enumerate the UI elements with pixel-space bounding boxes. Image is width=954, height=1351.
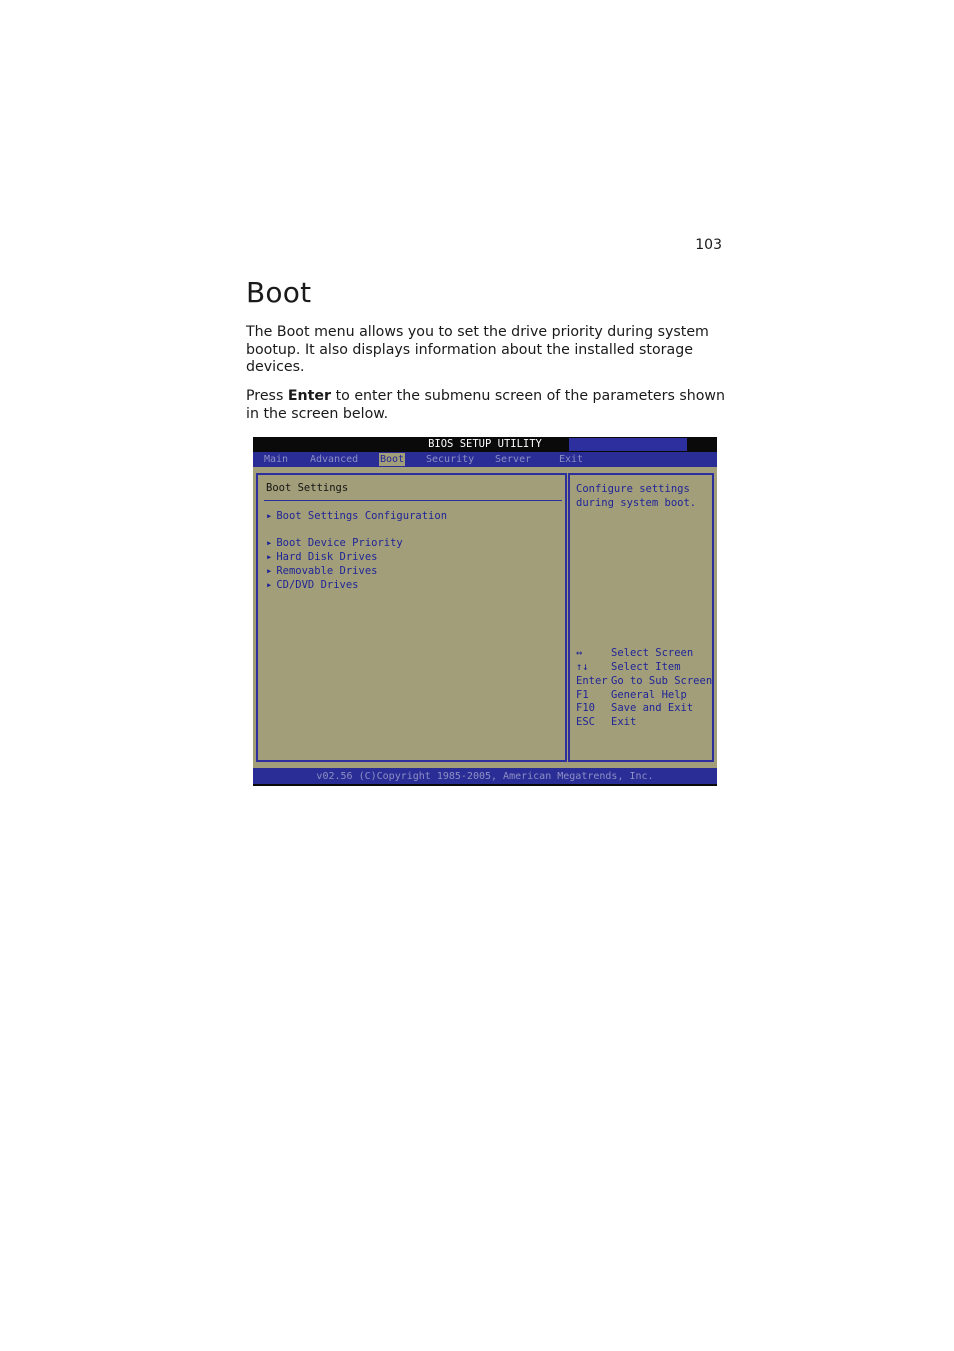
- submenu-arrow-icon: ▸: [266, 537, 273, 549]
- menu-item-label: Boot Device Priority: [276, 537, 403, 549]
- bios-help-panel: [568, 473, 714, 762]
- instruction-paragraph: [246, 388, 726, 423]
- instruction-text-start: Press: [246, 388, 288, 404]
- submenu-arrow-icon: ▸: [266, 565, 273, 577]
- key-legend-row: [576, 661, 681, 674]
- key-action: Save and Exit: [611, 702, 694, 714]
- help-description: [576, 482, 696, 510]
- key-legend-row: [576, 702, 693, 715]
- menu-item-label: Hard Disk Drives: [276, 551, 378, 563]
- section-divider: [264, 500, 562, 501]
- enter-key-emphasis: Enter: [287, 388, 332, 404]
- key-action: Exit: [611, 716, 637, 728]
- key-action: Select Item: [611, 661, 681, 673]
- key-action: Go to Sub Screen: [611, 675, 713, 687]
- bios-title-bar: [253, 437, 717, 452]
- key-action: Select Screen: [611, 647, 694, 659]
- tab-exit[interactable]: Exit: [559, 454, 584, 465]
- help-line: during system boot.: [576, 497, 697, 509]
- bios-footer-bar: [253, 768, 717, 784]
- bios-screenshot: [253, 437, 717, 786]
- submenu-arrow-icon: ▸: [266, 510, 273, 522]
- key-legend-row: [576, 689, 687, 702]
- key-legend-row: [576, 675, 712, 688]
- key-name: Enter: [576, 675, 608, 687]
- tab-server[interactable]: Server: [495, 454, 532, 465]
- copyright-text: v02.56 (C)Copyright 1985-2005, American Megatrends, Inc.: [316, 771, 654, 782]
- tab-security[interactable]: Security: [426, 454, 475, 465]
- bios-main-panel: [256, 473, 567, 762]
- menu-item-label: CD/DVD Drives: [276, 579, 359, 591]
- menu-item-boot-settings-configuration[interactable]: [266, 510, 447, 523]
- key-name: ESC: [576, 716, 595, 728]
- key-name: F10: [576, 702, 595, 714]
- bios-title: BIOS SETUP UTILITY: [428, 438, 542, 450]
- key-name: F1: [576, 689, 589, 701]
- menu-item-cd-dvd-drives[interactable]: [266, 579, 359, 592]
- page-number: 103: [695, 237, 722, 253]
- section-title: Boot Settings: [266, 482, 349, 494]
- menu-item-hard-disk-drives[interactable]: [266, 551, 377, 564]
- tab-boot[interactable]: Boot: [380, 454, 405, 465]
- tab-advanced[interactable]: Advanced: [310, 454, 359, 465]
- menu-item-boot-device-priority[interactable]: [266, 537, 403, 550]
- key-legend-row: [576, 716, 636, 729]
- key-action: General Help: [611, 689, 687, 701]
- instruction-text-end: to enter the submenu screen of the parameters shown in the screen below.: [246, 388, 726, 422]
- submenu-arrow-icon: ▸: [266, 579, 273, 591]
- page-title: Boot: [246, 276, 312, 309]
- help-line: Configure settings: [576, 483, 690, 495]
- left-right-arrow-icon: ↔: [576, 647, 583, 659]
- up-down-arrow-icon: ↑↓: [576, 661, 589, 673]
- bios-tab-bar: [253, 452, 717, 467]
- menu-item-label: Removable Drives: [276, 565, 378, 577]
- tab-main[interactable]: Main: [264, 454, 289, 465]
- intro-paragraph: The Boot menu allows you to set the drive priority during system bootup. It also displays information about the installed storage devices.: [246, 324, 709, 375]
- menu-item-removable-drives[interactable]: [266, 565, 377, 578]
- submenu-arrow-icon: ▸: [266, 551, 273, 563]
- key-legend-row: [576, 647, 693, 660]
- menu-item-label: Boot Settings Configuration: [276, 510, 448, 522]
- bios-bottom-border: [253, 784, 717, 786]
